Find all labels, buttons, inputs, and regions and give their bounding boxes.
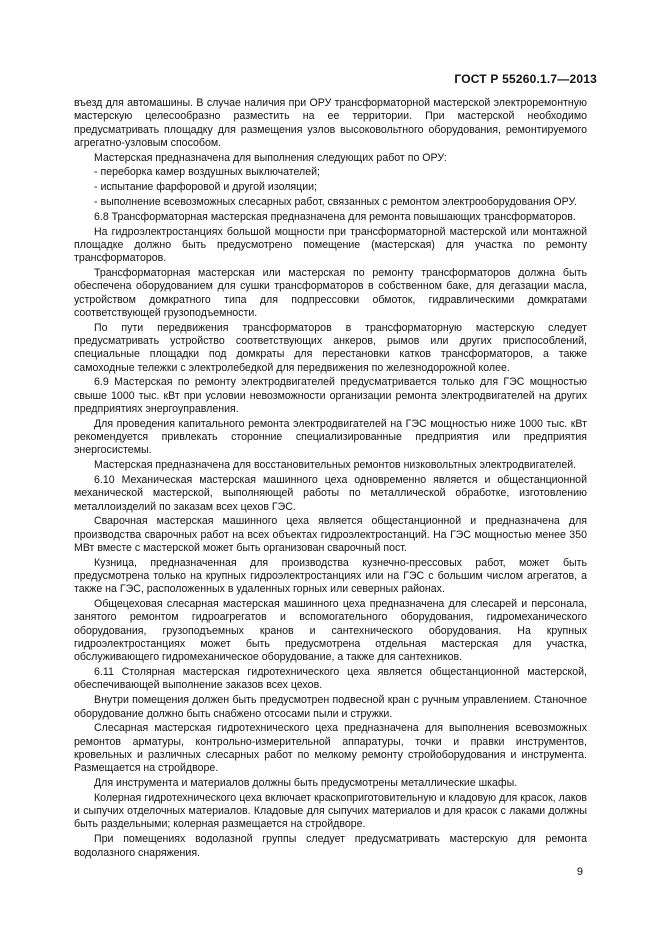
paragraph: Для проведения капитального ремонта электродвигателей на ГЭС мощностью ниже 1000 тыс. кВт рекомендуется привлекать сторонние специализированные предприятия или предприятия энергосистемы. (74, 417, 587, 457)
section-6-10: 6.10 Механическая мастерская машинного цеха одновременно является и общестанционной механической мастерской, выполняющей работы по металлической обработке, изготовлению металлоизделий по заказам всех цехов ГЭС. (74, 474, 587, 513)
page-number: 9 (576, 866, 583, 878)
paragraph: На гидроэлектростанциях большой мощности при трансформаторной мастерской или монтажной площадке должно быть предусмотрено помещение (мастерская) для участка по ремонту трансформаторов. (74, 225, 587, 265)
paragraph: въезд для автомашины. В случае наличия при ОРУ трансформаторной мастерской электроремонтную мастерскую целесообразно разместить на ее территории. При мастерской необходимо предусматривать площадку для размещения узлов высоковольтного оборудования, ремонтируемого агрегатно-узловым способом. (74, 97, 587, 149)
section-6-8: 6.8 Трансформаторная мастерская предназначена для ремонта повышающих трансформаторов. (94, 210, 576, 223)
list-item: - переборка камер воздушных выключателей; (94, 166, 320, 179)
section-6-11: 6.11 Столярная мастерская гидротехнического цеха является общестанционной мастерской, обеспечивающей выполнение заказов всех цехов. (74, 666, 587, 692)
section-6-9: 6.9 Мастерская по ремонту электродвигателей предусматривается только для ГЭС мощностью свыше 1000 тыс. кВт при условии невозможности организации ремонта электродвигателей на других предприятиях энергоуправления. (74, 376, 587, 416)
paragraph: Сварочная мастерская машинного цеха является общестанционной и предназначена для производства сварочных работ на всех объектах гидроэлектростанций. На ГЭС мощностью менее 350 МВт вместе с мастерской может быть организован сварочный пост. (74, 515, 587, 554)
paragraph: Внутри помещения должен быть предусмотрен подвесной кран с ручным управлением. Станочное оборудование должно быть снабжено отсосами пыли и стружки. (74, 694, 587, 720)
paragraph: Общецеховая слесарная мастерская машинного цеха предназначена для слесарей и персонала, занятого ремонтом гидроагрегатов и вспомогательного оборудования, гидромеханического оборудования, грузоподъемных кранов и сантехнического оборудования. На крупных гидроэлектростанциях может быть предусмотрена отдельная мастерская для участка, обслуживающего гидромеханическое оборудование, а также для сантехников. (74, 598, 587, 664)
paragraph: Мастерская предназначена для восстановительных ремонтов низковольтных электродвигателей. (94, 459, 577, 472)
paragraph: Трансформаторная мастерская или мастерская по ремонту трансформаторов должна быть обеспечена оборудованием для сушки трансформаторов в собственном баке, для дегазации масла, устройством домкратного типа для подпрессовки обмоток, гидравлическими домкратами соответствующей грузоподъемности. (74, 267, 587, 319)
paragraph: Колерная гидротехнического цеха включает краскоприготовительную и кладовую для красок, лаков и сыпучих отделочных материалов. Кладовые для сыпучих материалов и для красок с лаками должны быть раздельными; колерная размещается на стройдворе. (74, 791, 587, 831)
paragraph: Для инструмента и материалов должны быть предусмотрены металлические шкафы. (94, 777, 518, 790)
paragraph: При помещениях водолазной группы следует предусматривать мастерскую для ремонта водолазного снаряжения. (74, 833, 587, 859)
paragraph: Кузница, предназначенная для производства кузнечно-прессовых работ, может быть предусмотрена только на крупных гидроэлектростанциях или на ГЭС с большим числом агрегатов, а также на ГЭС, расположенных в удаленных горных или северных районах. (74, 556, 587, 596)
list-item: - испытание фарфоровой и другой изоляции; (94, 181, 317, 194)
paragraph: Мастерская предназначена для выполнения следующих работ по ОРУ: (94, 151, 447, 164)
paragraph: По пути передвижения трансформаторов в трансформаторную мастерскую следует предусматривать устройство соответствующих анкеров, рымов или других приспособлений, специальные площадки под домкраты для перестановки катков трансформаторов, а также самоходные тележки с электролебедкой для передвижения по железнодорожной колее. (74, 321, 587, 374)
paragraph: Слесарная мастерская гидротехнического цеха предназначена для выполнения всевозможных ремонтов арматуры, контрольно-измерительной аппаратуры, точки и правки инструментов, кровельных и различных слесарных работ по мелкому ремонту стройоборудования и инструмента. Размещается на стройдворе. (74, 722, 587, 775)
document-header: ГОСТ Р 55260.1.7—2013 (454, 72, 597, 86)
document-body (74, 97, 587, 861)
list-item: - выполнение всевозможных слесарных работ, связанных с ремонтом электрооборудования ОРУ. (94, 196, 577, 209)
